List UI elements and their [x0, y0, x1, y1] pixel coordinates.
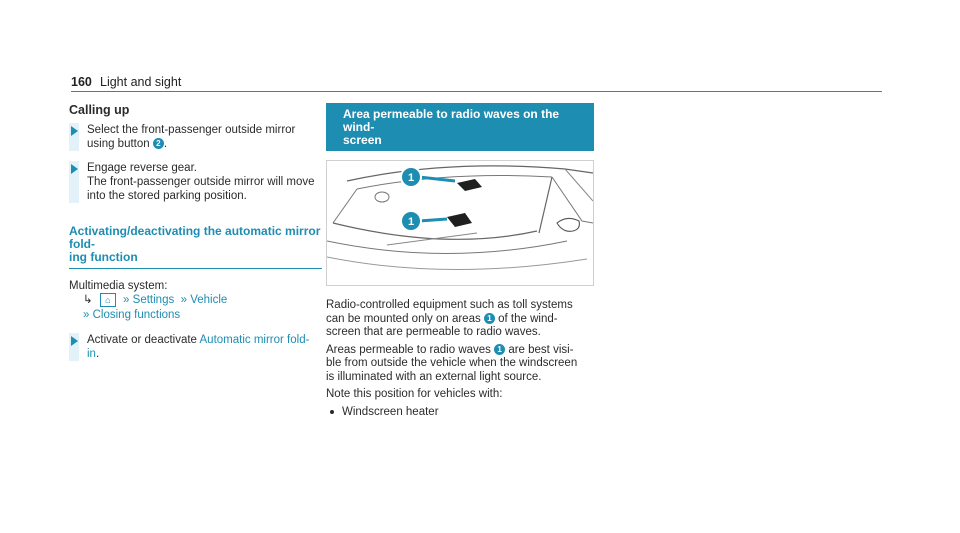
paragraph-text: can be mounted only on areas	[326, 312, 481, 325]
windscreen-area-heading	[326, 103, 594, 151]
step-text-line: The front-passenger outside mirror will move	[87, 176, 315, 188]
callout-1-upper: 1	[407, 172, 415, 184]
body-text	[326, 299, 594, 419]
paragraph-line	[326, 313, 594, 327]
callout-1-lower: 1	[407, 216, 415, 228]
section-heading-line: ing function	[69, 250, 138, 264]
windscreen-drawing	[327, 161, 593, 285]
automatic-mirror-fold-in-link: Automatic mirror fold-	[199, 334, 310, 346]
home-icon: ⌂	[100, 293, 116, 307]
paragraph-line: ble from outside the vehicle when the windscreen	[326, 357, 578, 369]
step-marker	[69, 333, 79, 361]
paragraph-text: Areas permeable to radio waves	[326, 343, 491, 356]
arrow-right-icon	[71, 164, 78, 174]
chevron-icon: »	[83, 309, 90, 321]
header-rule	[71, 91, 882, 92]
menu-path-vehicle: Vehicle	[190, 294, 228, 306]
step-text-end: .	[163, 138, 168, 150]
step-marker	[69, 161, 79, 203]
calling-up-heading: Calling up	[69, 103, 130, 117]
paragraph-line: Radio-controlled equipment such as toll systems	[326, 299, 573, 311]
arrow-right-icon	[71, 336, 78, 346]
heading-line: screen	[343, 133, 382, 147]
step-text: Activate or deactivate	[87, 334, 197, 346]
button-2-callout: 2	[153, 138, 164, 149]
paragraph-line: is illuminated with an external light source.	[326, 370, 542, 383]
paragraph-line	[326, 344, 594, 358]
page-number: 160	[71, 75, 92, 89]
step-activate	[69, 333, 322, 361]
section-title-header: Light and sight	[100, 75, 182, 89]
step-text-end: .	[95, 348, 100, 360]
step-text-line	[87, 347, 322, 361]
paragraph-line: screen that are permeable to radio waves.	[326, 326, 541, 338]
chevron-icon: »	[180, 294, 188, 306]
area-1-callout: 1	[494, 344, 505, 355]
list-item	[326, 405, 594, 419]
step-text-line: Engage reverse gear.	[87, 162, 197, 174]
menu-path-closing: Closing functions	[92, 309, 181, 321]
bullet-icon	[330, 410, 334, 414]
step-text-line: Select the front-passenger outside mirror	[87, 124, 296, 136]
area-1-callout: 1	[484, 313, 495, 324]
enter-arrow-icon: ↳	[83, 294, 93, 306]
list-item-text: Windscreen heater	[342, 405, 439, 418]
chevron-icon: »	[123, 294, 130, 306]
step-select-mirror	[69, 123, 322, 151]
heading-line: Area permeable to radio waves on the wind-	[343, 107, 560, 134]
section-heading-line: Activating/deactivating the automatic mirror fold-	[69, 224, 321, 251]
multimedia-label: Multimedia system:	[69, 280, 168, 292]
left-column	[69, 103, 322, 367]
paragraph-text: of the wind-	[498, 312, 558, 325]
step-text-line	[87, 137, 322, 151]
section-heading-automatic-mirror	[69, 225, 322, 269]
paragraph-text: are best visi-	[508, 343, 574, 356]
step-text-line: into the stored parking position.	[87, 190, 247, 202]
menu-path-line2	[69, 308, 322, 323]
menu-path	[69, 293, 322, 308]
step-marker	[69, 123, 79, 151]
step-text: using button	[87, 138, 150, 150]
arrow-right-icon	[71, 126, 78, 136]
right-column	[326, 103, 594, 419]
automatic-mirror-fold-in-link: in	[87, 348, 96, 360]
paragraph-line: Note this position for vehicles with:	[326, 388, 503, 400]
step-text-line	[87, 333, 322, 347]
step-engage-reverse	[69, 161, 322, 203]
windscreen-illustration	[326, 160, 594, 286]
menu-path-settings: Settings	[132, 294, 175, 306]
